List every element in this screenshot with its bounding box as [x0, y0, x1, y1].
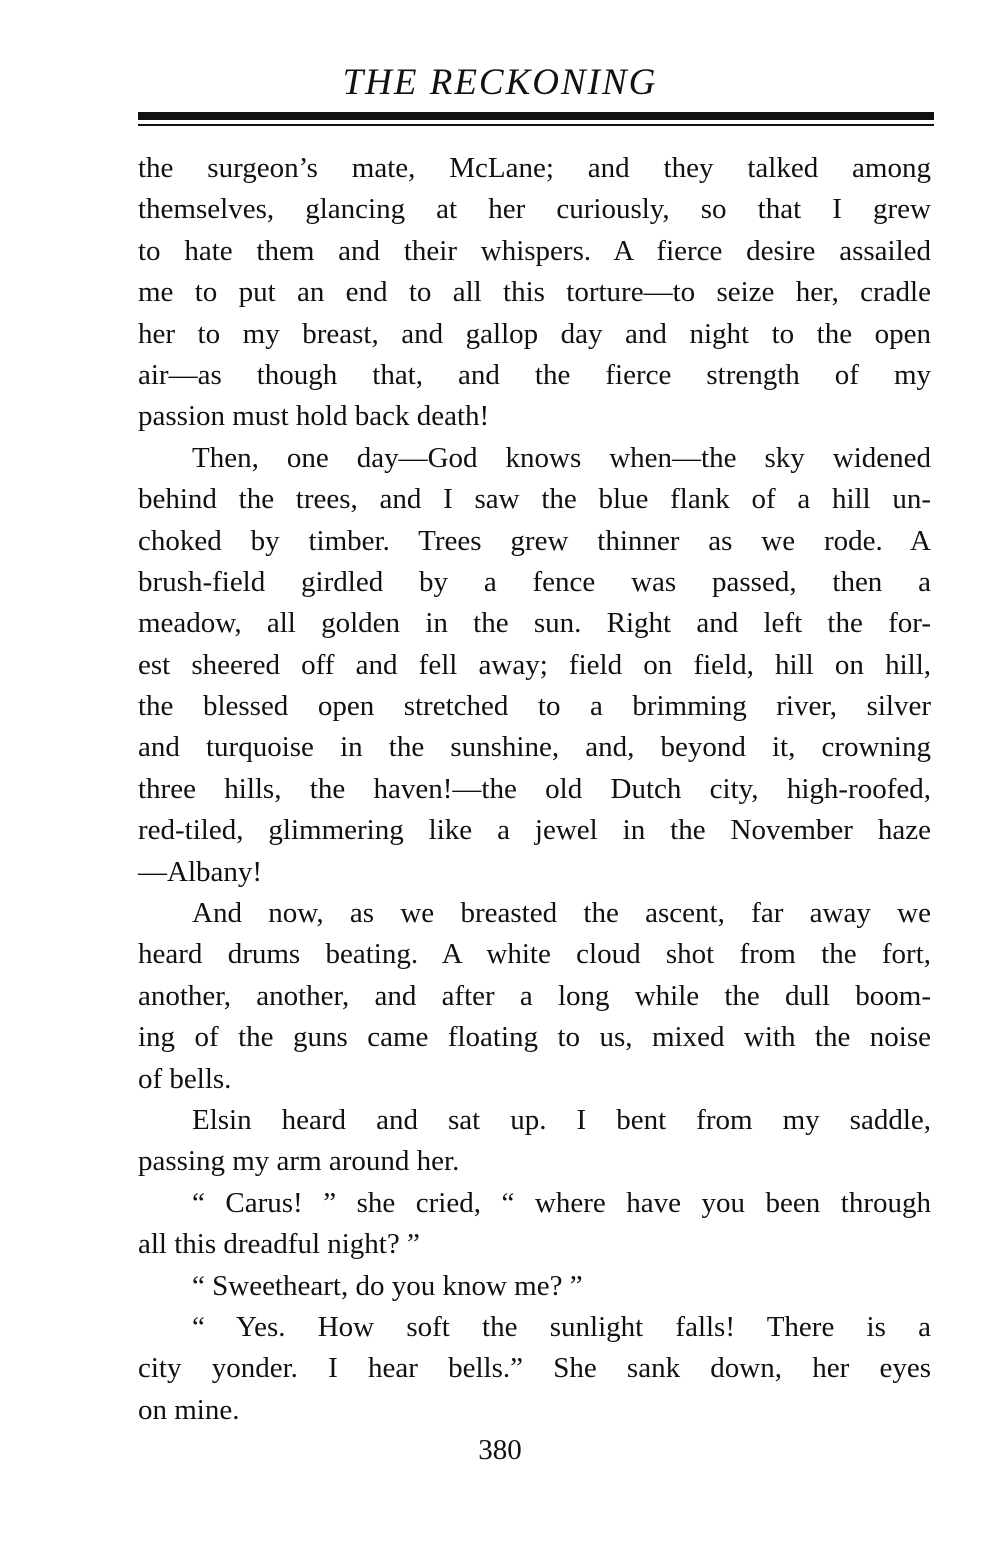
text-line: the blessed open stretched to a brimming river, silver [138, 690, 931, 723]
paragraph [138, 1100, 931, 1183]
text-line: city yonder. I hear bells.” She sank down, her eyes [138, 1352, 931, 1385]
text-line: another, another, and after a long while the dull boom- [138, 979, 931, 1012]
text-line: choked by timber. Trees grew thinner as we rode. A [138, 524, 931, 557]
text-line: of bells. [138, 1062, 232, 1095]
paragraph [138, 1183, 931, 1266]
text-line: Elsin heard and sat up. I bent from my saddle, [192, 1103, 931, 1136]
text-line: ing of the guns came floating to us, mixed with the noise [138, 1021, 931, 1054]
text-line: “ Yes. How soft the sunlight falls! There is a [192, 1310, 931, 1343]
text-line: “ Carus! ” she cried, “ where have you been through [192, 1186, 931, 1219]
text-line: on mine. [138, 1393, 240, 1426]
body-text [138, 148, 931, 1431]
paragraph [138, 148, 931, 438]
text-line: “ Sweetheart, do you know me? ” [192, 1269, 583, 1302]
paragraph [138, 893, 931, 1100]
text-line: all this dreadful night? ” [138, 1228, 420, 1261]
text-line: —Albany! [138, 855, 263, 888]
text-line: to hate them and their whispers. A fierce desire assailed [138, 234, 931, 267]
text-line: And now, as we breasted the ascent, far away we [192, 897, 931, 930]
text-line: meadow, all golden in the sun. Right and left the for- [138, 607, 931, 640]
text-line: behind the trees, and I saw the blue flank of a hill un- [138, 483, 931, 516]
text-line: passing my arm around her. [138, 1145, 460, 1178]
text-line: heard drums beating. A white cloud shot from the fort, [138, 938, 931, 971]
text-line: and turquoise in the sunshine, and, beyond it, crowning [138, 731, 931, 764]
text-line: est sheered off and fell away; field on field, hill on hill, [138, 648, 931, 681]
header-rule-thin [138, 124, 934, 126]
text-line: air—as though that, and the fierce strength of my [138, 358, 931, 391]
header-rule-thick [138, 112, 934, 120]
text-line: me to put an end to all this torture—to seize her, cradle [138, 276, 931, 309]
page-number: 380 [478, 1434, 522, 1466]
paragraph [138, 438, 931, 893]
paragraph [138, 1266, 931, 1307]
text-line: red-tiled, glimmering like a jewel in the November haze [138, 814, 931, 847]
text-line: her to my breast, and gallop day and night to the open [138, 317, 931, 350]
text-line: passion must hold back death! [138, 400, 490, 433]
text-line: three hills, the haven!—the old Dutch city, high-roofed, [138, 772, 931, 805]
text-line: the surgeon’s mate, McLane; and they talked among [138, 152, 931, 184]
text-line: brush-field girdled by a fence was passed, then a [138, 565, 931, 598]
running-head: THE RECKONING [342, 62, 658, 103]
paragraph [138, 1307, 931, 1431]
text-line: Then, one day—God knows when—the sky widened [192, 441, 931, 474]
text-line: themselves, glancing at her curiously, so that I grew [138, 193, 931, 226]
